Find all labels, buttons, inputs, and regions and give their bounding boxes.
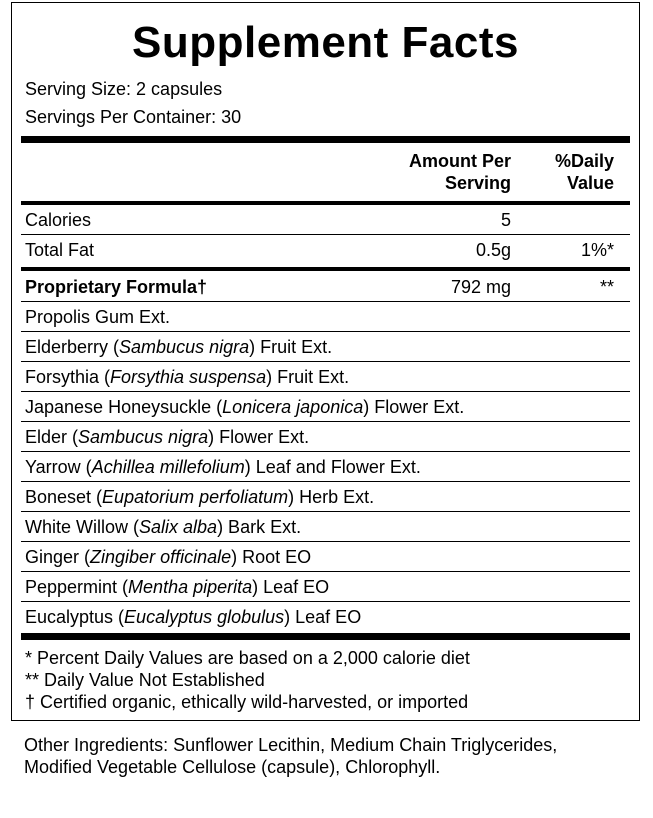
ingredient-row [12, 482, 639, 512]
nutrient-name: Total Fat [25, 240, 95, 260]
daily-value-header [555, 150, 614, 194]
ingredient-row [12, 392, 639, 422]
formula-amount: 792 mg [450, 277, 511, 297]
dv-header-line1: %Daily [554, 151, 614, 171]
ingredient-row [12, 362, 639, 392]
heavy-divider [21, 136, 630, 143]
proprietary-formula-row [12, 272, 639, 302]
servings-per-container: Servings Per Container: 30 [25, 107, 242, 127]
ingredient-row [12, 512, 639, 542]
medium-divider [21, 267, 630, 271]
heavy-divider [21, 633, 630, 640]
nutrient-row-total-fat [12, 235, 639, 265]
serving-size: Serving Size: 2 capsules [25, 79, 223, 99]
other-ingredients: Other Ingredients: Sunflower Lecithin, Medium Chain Triglycerides, Modified Vegetable Cellulose (capsule), Chlorophyll. [24, 735, 558, 777]
ingredient-row [12, 332, 639, 362]
ingredient-row [12, 452, 639, 482]
ingredient-name: Peppermint (Mentha piperita) Leaf EO [25, 577, 330, 597]
formula-dv: ** [599, 277, 614, 297]
ingredient-name: Elderberry (Sambucus nigra) Fruit Ext. [25, 337, 333, 357]
ingredient-row [12, 602, 639, 632]
amount-per-serving-header [409, 150, 511, 194]
nutrient-row-calories [12, 205, 639, 235]
formula-name: Proprietary Formula† [25, 277, 208, 297]
nutrient-dv: 1%* [580, 240, 614, 260]
nutrient-name: Calories [25, 210, 92, 230]
footnote-daily-value: * Percent Daily Values are based on a 2,000 calorie diet [25, 648, 470, 668]
ingredient-name: Ginger (Zingiber officinale) Root EO [25, 547, 312, 567]
panel-title: Supplement Facts [132, 18, 519, 67]
ingredient-row [12, 572, 639, 602]
ingredient-name: Eucalyptus (Eucalyptus globulus) Leaf EO [25, 607, 362, 627]
amount-header-line2: Serving [444, 173, 511, 193]
ingredient-name: Forsythia (Forsythia suspensa) Fruit Ext. [25, 367, 350, 387]
ingredient-name: Elder (Sambucus nigra) Flower Ext. [25, 427, 310, 447]
dv-header-line2: Value [566, 173, 614, 193]
ingredient-row [12, 302, 639, 332]
ingredient-name: Japanese Honeysuckle (Lonicera japonica) Flower Ext. [25, 397, 465, 417]
footnote-certified-organic: † Certified organic, ethically wild-harvested, or imported [25, 692, 469, 712]
nutrient-amount: 5 [500, 210, 511, 230]
ingredient-name: Yarrow (Achillea millefolium) Leaf and Flower Ext. [25, 457, 421, 477]
nutrient-amount: 0.5g [475, 240, 511, 260]
ingredient-row [12, 542, 639, 572]
ingredient-name: White Willow (Salix alba) Bark Ext. [25, 517, 302, 537]
ingredient-name: Propolis Gum Ext. [25, 307, 171, 327]
amount-header-line1: Amount Per [408, 151, 511, 171]
ingredient-row [12, 422, 639, 452]
footnote-not-established: ** Daily Value Not Established [25, 670, 265, 690]
supplement-facts-panel [11, 2, 640, 721]
ingredient-name: Boneset (Eupatorium perfoliatum) Herb Ext. [25, 487, 375, 507]
